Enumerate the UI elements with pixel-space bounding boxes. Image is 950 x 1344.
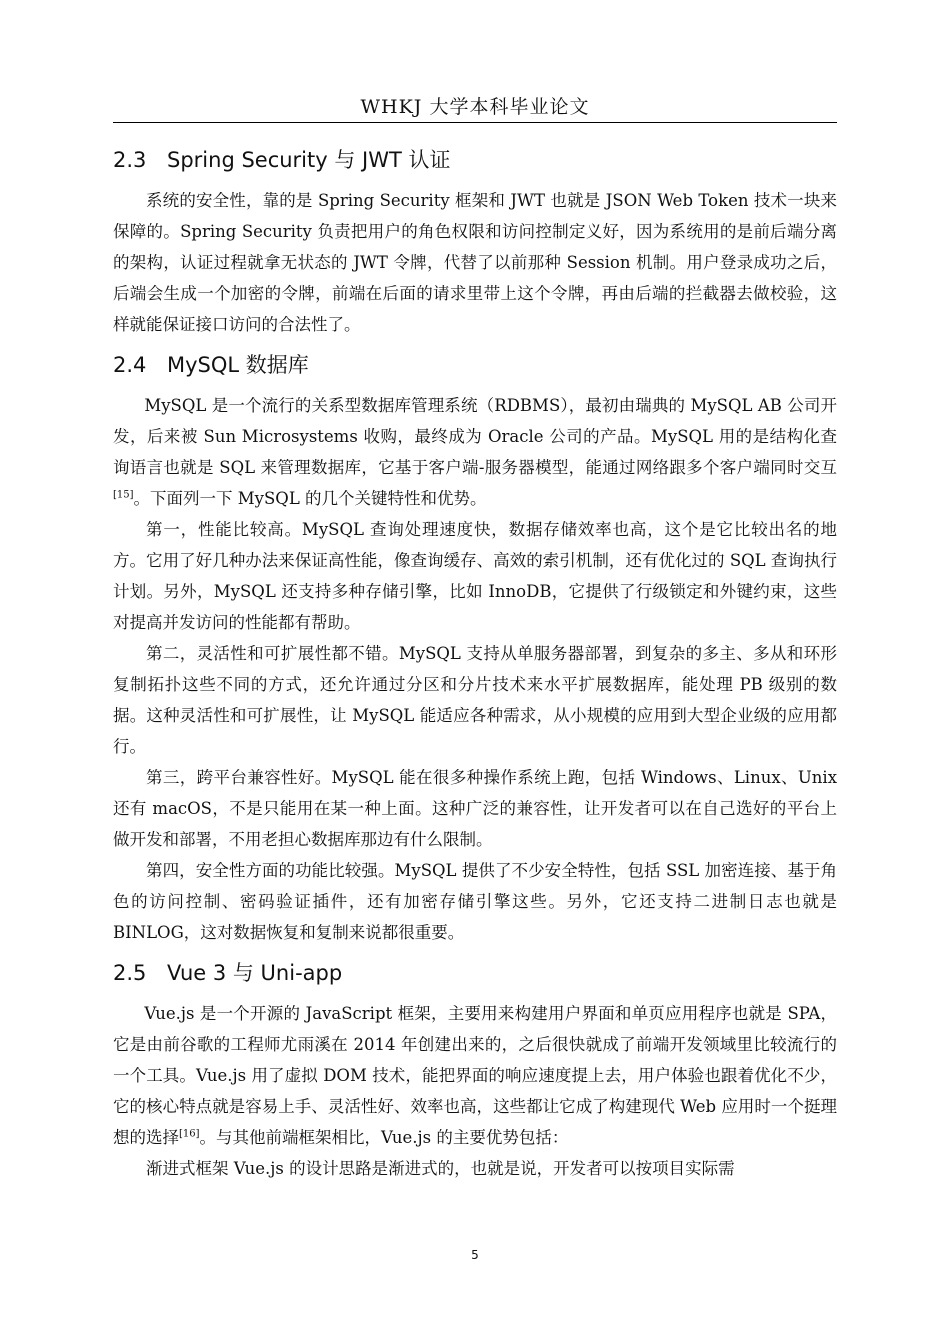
paragraph: 第一，性能比较高。MySQL 查询处理速度快，数据存储效率也高，这个是它比较出名的地方。它用了好几种办法来保证高性能，像查询缓存、高效的索引机制，还有优化过的 SQL 查询执行计划。另外，MySQL 还支持多种存储引擎，比如 InnoDB，它提供了行级锁定和外键约束，这些对提高并发访问的性能都有帮助。 — [113, 520, 837, 632]
paragraph: 渐进式框架 Vue.js 的设计思路是渐进式的，也就是说，开发者可以按项目实际需 — [146, 1159, 735, 1178]
section-heading-2-5 — [113, 953, 837, 993]
paragraph-text: 。下面列一下 MySQL 的几个关键特性和优势。 — [133, 489, 487, 508]
section-number: 2.3 — [113, 148, 147, 172]
section-title: Spring Security 与 JWT 认证 — [167, 148, 451, 172]
paragraph: 第三，跨平台兼容性好。MySQL 能在很多种操作系统上跑，包括 Windows、Linux、Unix 还有 macOS，不是只能用在某一种上面。这种广泛的兼容性，让开发者可以在自己选好的平台上做开发和部署，不用老担心数据库那边有什么限制。 — [113, 768, 837, 849]
page-number: 5 — [471, 1248, 479, 1262]
header-rule — [113, 122, 837, 123]
paragraph-text: MySQL 是一个流行的关系型数据库管理系统（RDBMS），最初由瑞典的 MySQL AB 公司开发，后来被 Sun Microsystems 收购，最终成为 Oracle 公司的产品。MySQL 用的是结构化查询语言也就是 SQL 来管理数据库，它基于客户端-服务器模型，能通过网络跟多个客户端同时交互 — [113, 396, 837, 477]
section-heading-2-4 — [113, 345, 837, 385]
paragraph — [113, 390, 837, 514]
running-header: WHKJ 大学本科毕业论文 — [360, 96, 590, 118]
paragraph — [113, 998, 837, 1153]
paragraph-text: Vue.js 是一个开源的 JavaScript 框架，主要用来构建用户界面和单页应用程序也就是 SPA，它是由前谷歌的工程师尤雨溪在 2014 年创建出来的，之后很快就成了前端开发领域里比较流行的一个工具。Vue.js 用了虚拟 DOM 技术，能把界面的响应速度提上去，用户体验也跟着优化不少，它的核心特点就是容易上手、灵活性好、效率也高，这些都让它成了构建现代 Web 应用时一个挺理想的选择 — [113, 1004, 837, 1147]
paragraph: 第二，灵活性和可扩展性都不错。MySQL 支持从单服务器部署，到复杂的多主、多从和环形复制拓扑这些不同的方式，还允许通过分区和分片技术来水平扩展数据库，能处理 PB 级别的数据。这种灵活性和可扩展性，让 MySQL 能适应各种需求，从小规模的应用到大型企业级的应用都行。 — [113, 644, 837, 756]
section-title: Vue 3 与 Uni-app — [167, 961, 343, 985]
section-number: 2.5 — [113, 961, 147, 985]
paragraph: 第四，安全性方面的功能比较强。MySQL 提供了不少安全特性，包括 SSL 加密连接、基于角色的访问控制、密码验证插件，还有加密存储引擎这些。另外，它还支持二进制日志也就是 BINLOG，这对数据恢复和复制来说都很重要。 — [113, 861, 837, 942]
section-heading-2-3 — [113, 140, 837, 180]
citation-ref: [16] — [179, 1128, 200, 1140]
page-content — [113, 140, 837, 1184]
citation-ref: [15] — [113, 489, 134, 501]
section-number: 2.4 — [113, 353, 147, 377]
section-title: MySQL 数据库 — [167, 353, 309, 377]
paragraph: 系统的安全性，靠的是 Spring Security 框架和 JWT 也就是 JSON Web Token 技术一块来保障的。Spring Security 负责把用户的角色权限和访问控制定义好，因为系统用的是前后端分离的架构，认证过程就拿无状态的 JWT 令牌，代替了以前那种 Session 机制。用户登录成功之后，后端会生成一个加密的令牌，前端在后面的请求里带上这个令牌，再由后端的拦截器去做校验，这样就能保证接口访问的合法性了。 — [113, 191, 837, 334]
paragraph-text: 。与其他前端框架相比，Vue.js 的主要优势包括： — [199, 1128, 569, 1147]
